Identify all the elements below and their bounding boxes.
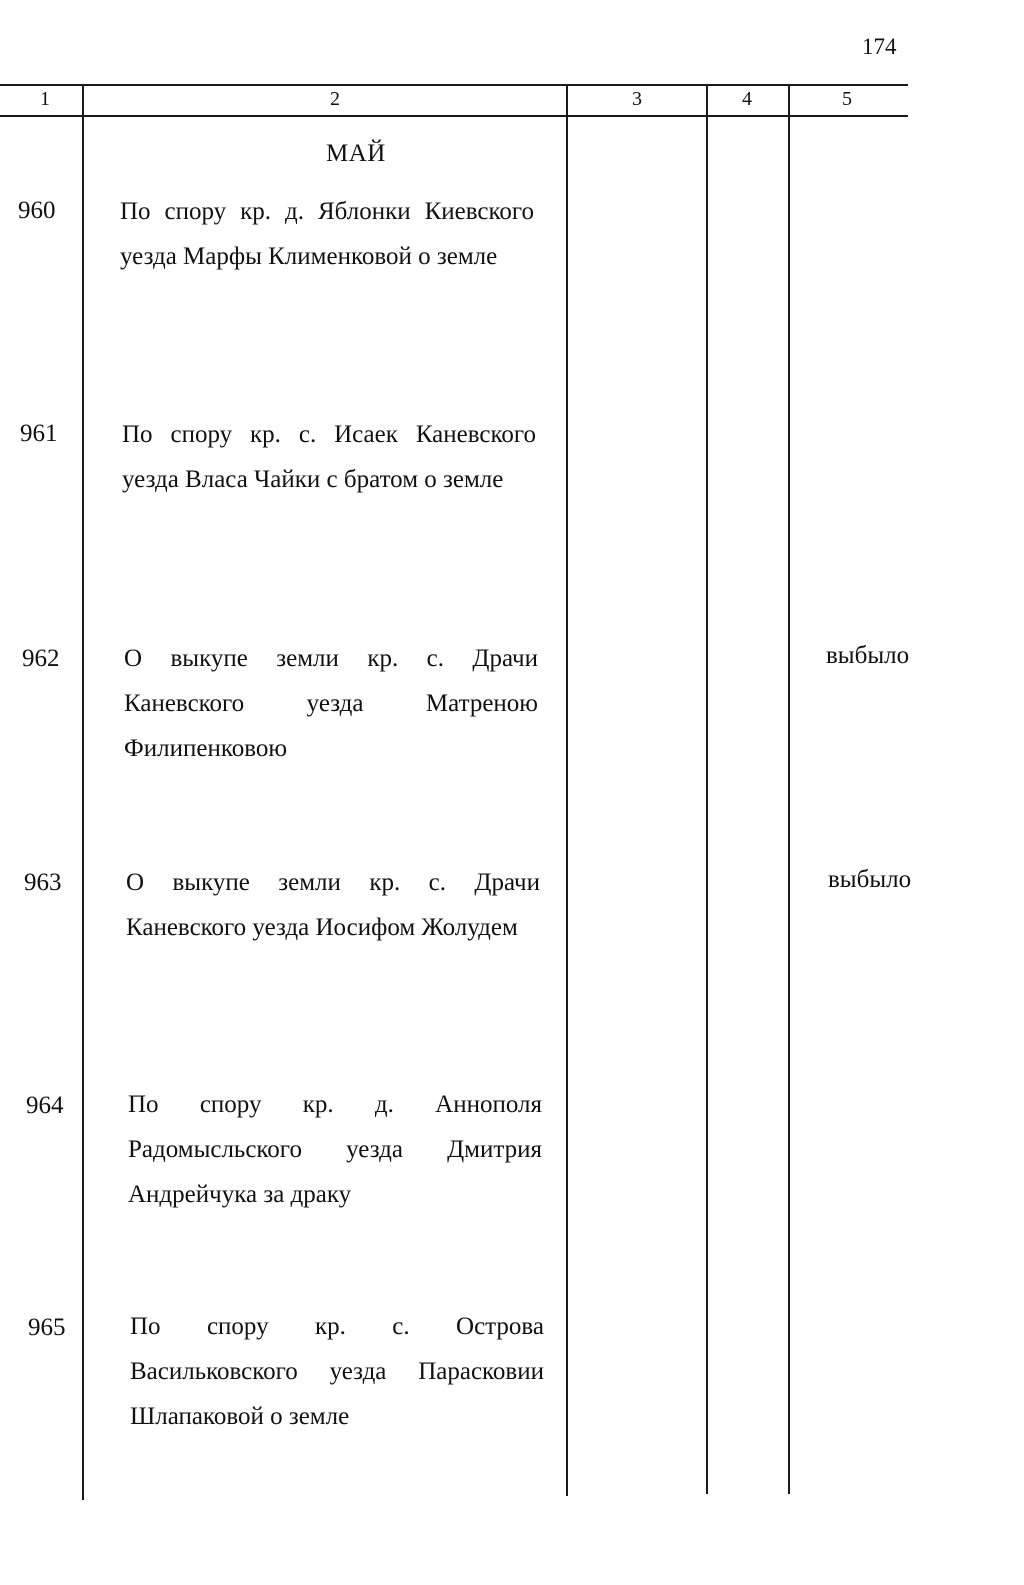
column-header-1: 1 bbox=[40, 88, 50, 110]
column-divider-4 bbox=[788, 86, 790, 1494]
column-divider-3 bbox=[706, 86, 708, 1494]
row-number: 963 bbox=[24, 869, 62, 896]
table-header-rule bbox=[0, 115, 908, 117]
row-description: По спору кр. д. Аннополя Радомысльского уезда Дмитрия Андрейчука за драку bbox=[128, 1091, 542, 1208]
row-note: выбыло bbox=[826, 642, 910, 669]
row-description: По спору кр. с. Острова Васильковского уезда Парасковии Шлапаковой о земле bbox=[130, 1313, 544, 1430]
row-number: 960 bbox=[18, 197, 56, 224]
row-number: 962 bbox=[22, 645, 60, 672]
column-divider-2 bbox=[566, 86, 568, 1496]
row-description: О выкупе земли кр. с. Драчи Каневского уезда Матреною Филипенковою bbox=[124, 645, 538, 762]
section-title: МАЙ bbox=[326, 140, 386, 167]
column-header-4: 4 bbox=[742, 88, 752, 110]
row-number: 961 bbox=[20, 420, 58, 447]
row-number: 965 bbox=[28, 1314, 66, 1341]
column-header-5: 5 bbox=[842, 88, 852, 110]
row-note: выбыло bbox=[828, 866, 912, 893]
row-description: О выкупе земли кр. с. Драчи Каневского уезда Иосифом Жолудем bbox=[126, 869, 540, 941]
column-divider-1 bbox=[82, 86, 84, 1500]
page-number: 174 bbox=[862, 34, 897, 59]
column-header-3: 3 bbox=[632, 88, 642, 110]
table-top-rule bbox=[0, 84, 908, 86]
row-description: По спору кр. с. Исаек Каневского уезда Власа Чайки с братом о земле bbox=[122, 421, 536, 493]
row-number: 964 bbox=[26, 1092, 64, 1119]
row-description: По спору кр. д. Яблонки Киевского уезда Марфы Клименковой о земле bbox=[120, 198, 534, 270]
column-header-2: 2 bbox=[330, 88, 340, 110]
